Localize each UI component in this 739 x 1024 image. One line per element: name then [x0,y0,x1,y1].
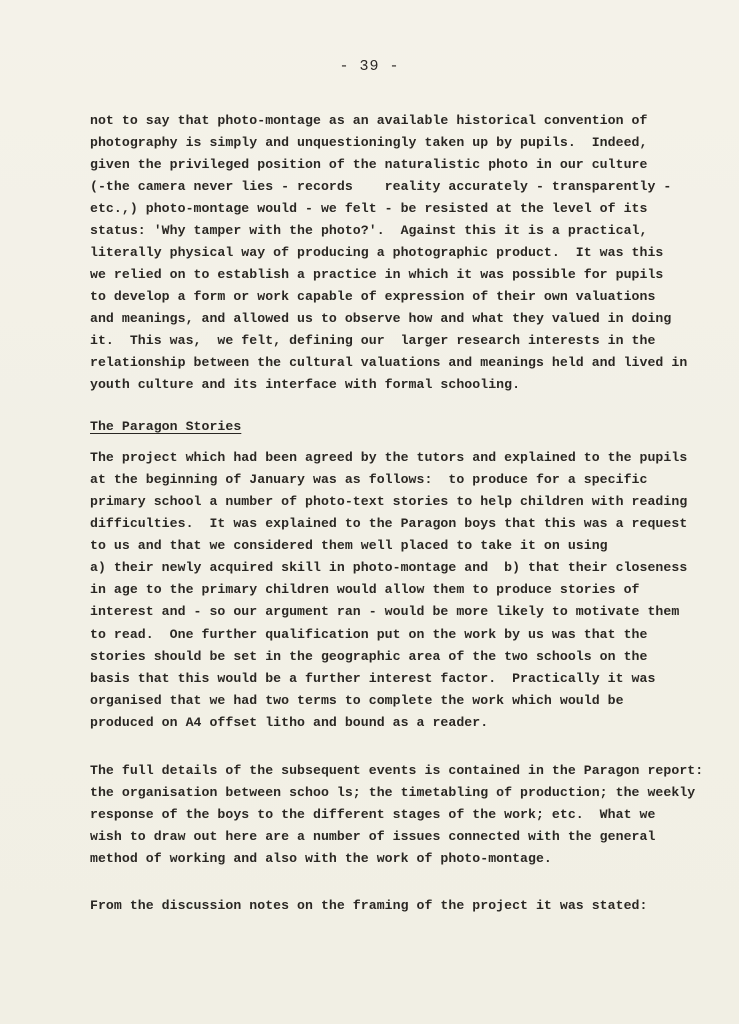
text-line: and meanings, and allowed us to observe how and what they valued in doing [90,311,672,326]
text-line: stories should be set in the geographic area of the two schools on the [90,649,648,664]
text-line: interest and - so our argument ran - would be more likely to motivate them [90,604,680,619]
text-line: status: 'Why tamper with the photo?'. Against this it is a practical, [90,223,648,238]
text-line: etc.,) photo-montage would - we felt - be resisted at the level of its [90,201,648,216]
text-line: it. This was, we felt, defining our larger research interests in the [90,333,656,348]
text-line: the organisation between schoo ls; the timetabling of production; the weekly [90,785,696,800]
text-line: difficulties. It was explained to the Paragon boys that this was a request [90,516,688,531]
text-line: From the discussion notes on the framing of the project it was stated: [90,898,648,913]
text-line: to read. One further qualification put on the work by us was that the [90,627,648,642]
text-line: produced on A4 offset litho and bound as a reader. [90,715,489,730]
text-line: in age to the primary children would allow them to produce stories of [90,582,640,597]
text-line: primary school a number of photo-text stories to help children with reading [90,494,688,509]
section-heading: The Paragon Stories [90,419,242,434]
text-line: method of working and also with the work of photo-montage. [90,851,552,866]
text-line: to develop a form or work capable of expression of their own valuations [90,289,656,304]
page-number: - 39 - [339,58,400,75]
text-line: (-the camera never lies - records reality accurately - transparently - [90,179,672,194]
text-line: relationship between the cultural valuations and meanings held and lived in [90,355,688,370]
text-line: we relied on to establish a practice in which it was possible for pupils [90,267,664,282]
text-line: at the beginning of January was as follows: to produce for a specific [90,472,648,487]
text-line: a) their newly acquired skill in photo-montage and b) that their closeness [90,560,688,575]
text-line: given the privileged position of the naturalistic photo in our culture [90,157,648,172]
text-line: basis that this would be a further interest factor. Practically it was [90,671,656,686]
text-line: response of the boys to the different stages of the work; etc. What we [90,807,656,822]
text-line: organised that we had two terms to complete the work which would be [90,693,624,708]
text-line: The project which had been agreed by the tutors and explained to the pupils [90,450,688,465]
text-line: literally physical way of producing a photographic product. It was this [90,245,664,260]
text-line: not to say that photo-montage as an available historical convention of [90,113,648,128]
text-line: photography is simply and unquestioningly taken up by pupils. Indeed, [90,135,648,150]
text-line: to us and that we considered them well placed to take it on using [90,538,608,553]
text-line: The full details of the subsequent events is contained in the Paragon report: [90,763,704,778]
text-line: youth culture and its interface with formal schooling. [90,377,521,392]
text-line: wish to draw out here are a number of issues connected with the general [90,829,656,844]
